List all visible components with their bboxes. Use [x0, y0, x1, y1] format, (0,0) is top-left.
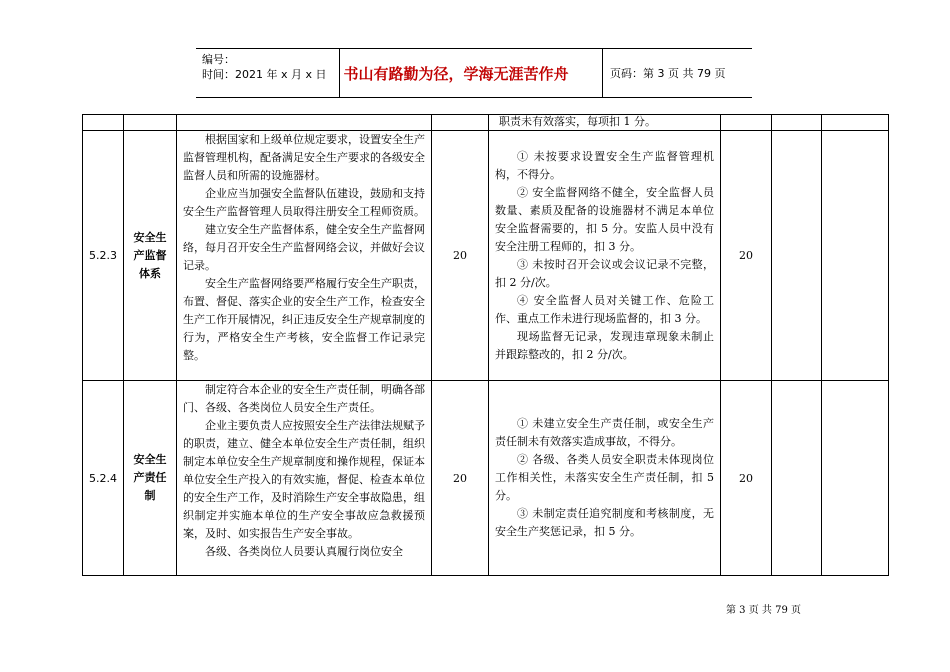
- standard-paragraph: 建立安全生产监督体系，健全安全生产监督网络，每月召开安全生产监督网络会议，并做好会议记录。: [183, 223, 425, 272]
- score-value: 20: [721, 131, 772, 381]
- rule-cell: [489, 131, 721, 381]
- rule-cell: [489, 381, 721, 576]
- standard-paragraph: 企业应当加强安全监督队伍建设，鼓励和支持安全生产监督管理人员取得注册安全工程师资质。: [183, 187, 425, 218]
- table-row: [83, 131, 889, 381]
- rule-paragraph: ② 各级、各类人员安全职责未体现岗位工作相关性，未落实安全生产责任制，扣 5 分。: [495, 453, 714, 502]
- standard-paragraph: 各级、各类岗位人员要认真履行岗位安全: [205, 545, 403, 558]
- item-number: 5.2.3: [83, 131, 124, 381]
- rule-paragraph: ① 未按要求设置安全生产监督管理机构，不得分。: [495, 149, 714, 181]
- standard-cell: [177, 381, 432, 576]
- rule-paragraph: 现场监督无记录，发现违章现象未制止并跟踪整改的，扣 2 分/次。: [495, 329, 714, 361]
- rule-paragraph: ③ 未制定责任追究制度和考核制度，无安全生产奖惩记录，扣 5 分。: [495, 507, 714, 538]
- score-value: 20: [432, 381, 489, 576]
- table-row: [83, 115, 889, 131]
- rule-paragraph: ③ 未按时召开会议或会议记录不完整，扣 2 分/次。: [495, 257, 714, 289]
- standard-paragraph: 制定符合本企业的安全生产责任制，明确各部门、各级、各类岗位人员安全生产责任。: [183, 383, 425, 414]
- rule-paragraph: ② 安全监督网络不健全，安全监督人员数量、素质及配备的设施器材不满足本单位安全监督需要的，扣 5 分。安监人员中没有安全注册工程师的，扣 3 分。: [495, 185, 714, 253]
- header-meta: [202, 52, 327, 82]
- scoring-table: [82, 114, 889, 576]
- standard-paragraph: 安全生产监督网络要严格履行安全生产职责，布置、督促、落实企业的安全生产工作，检查安全生产工作开展情况，纠正违反安全生产规章制度的行为，严格安全生产考核，安全监督工作记录完整。: [183, 277, 425, 362]
- item-title: 安全生产监督体系: [133, 230, 167, 280]
- header-divider: [602, 49, 603, 97]
- score-value: 20: [432, 131, 489, 381]
- standard-paragraph: 企业主要负责人应按照安全生产法律法规赋予的职责，建立、健全本单位安全生产责任制，组织制定本单位安全生产规章制度和操作规程，保证本单位安全生产投入的有效实施，督促、检查本单位的安全生产工作，及时消除生产安全事故隐患，组织制定并实施本单位的生产安全事故应急救援预案，及时、如实报告生产安全事故。: [183, 419, 425, 540]
- rule-paragraph: ④ 安全监督人员对关键工作、危险工作、重点工作未进行现场监督的，扣 3 分。: [495, 293, 714, 325]
- rule-text: 职责未有效落实，每项扣 1 分。: [499, 115, 656, 128]
- document-time-label: 时间：2021 年 x 月 x 日: [202, 68, 327, 81]
- score-value: 20: [721, 381, 772, 576]
- header-page-label: 页码：第 3 页 共 79 页: [610, 67, 726, 80]
- header-motto: 书山有路勤为径，学海无涯苦作舟: [343, 65, 569, 83]
- standard-cell: [177, 131, 432, 381]
- standard-paragraph: 根据国家和上级单位规定要求，设置安全生产监督管理机构，配备满足安全生产要求的各级安全监督人员和所需的设施器材。: [183, 133, 425, 182]
- table-row: [83, 381, 889, 576]
- page-footer: 第 3 页 共 79 页: [726, 605, 801, 616]
- item-number: 5.2.4: [83, 381, 124, 576]
- item-title: 安全生产责任制: [133, 453, 167, 502]
- document-header: [196, 48, 752, 98]
- rule-paragraph: ① 未建立安全生产责任制，或安全生产责任制未有效落实造成事故，不得分。: [495, 417, 714, 448]
- document-number-label: 编号：: [202, 53, 235, 66]
